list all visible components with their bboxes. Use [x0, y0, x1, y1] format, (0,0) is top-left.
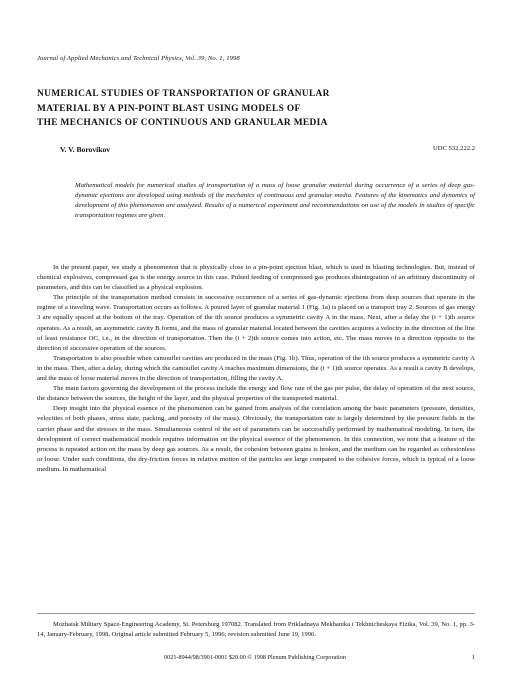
paragraph-1: In the present paper, we study a phenomenon that is physically close to a pin-point ejection blast, which is used in blasting technologies. But, instead of chemical explosives, compressed gas is the energy source in this case. Pulsed feeding of compressed gas produces disintegration of an arbitrary discontinuity of parameters, and this can be classified as a physical explosion. [37, 264, 475, 292]
article-title [37, 87, 477, 131]
title-line-1: NUMERICAL STUDIES OF TRANSPORTATION OF GRANULAR [37, 89, 330, 99]
body-text [37, 263, 475, 475]
copyright-line: 0021-8944/98/3901-0001 $20.00 © 1998 Plenum Publishing Corporation [164, 654, 346, 661]
paragraph-3: Transportation is also possible when camouflet cavities are produced in the mass (Fig. 1b). Thus, operation of the ith source produces a symmetric cavity A in the mass. Then, after a delay, during which the camouflet cavity A reaches maximum dimensions, the (i + 1)th source operates. As a result a cavity B develops, and the mass of loose material moves in the direction of transportation, filling the cavity A. [37, 354, 475, 383]
paragraph-5: Deep insight into the physical essence of the phenomenon can be gained from analysis of the correlation among the basic parameters (pressure, densities, velocities of both phases, stress state, packing, and porosity of the mass). Obviously, the transportation rate is largely determined by the pressure fields in the carrier phase and the stresses in the mass. Simultaneous control of the set of parameters can be successfully performed by mathematical modeling. In turn, the development of correct mathematical models requires information on the physical essence of the phenomenon. In this connection, we note that a feature of the process is repeated action on the mass by deep gas sources. As a result, the cohesion between grains is broken, and the medium can be regarded as cohesionless or loose. Under such conditions, the dry-friction forces in relative motion of the particles are large compared to the cohesive forces, which is typical of a loose medium. In mathematical [37, 405, 475, 473]
affiliation-footnote: Mozhaisk Military Space-Engineering Academy, St. Petersburg 197082. Translated from Prikladnaya Mekhanika i Tekhnicheskaya Fizika, Vol. 39, No. 1, pp. 3-14, January-February, 1998. Original article submitted February 5, 1996; revision submitted June 19, 1996. [37, 621, 475, 638]
udc-code: UDC 532.222.2 [433, 145, 475, 152]
journal-citation: Journal of Applied Mechanics and Technical Physics, Vol. 39, No. 1, 1998 [37, 55, 240, 62]
title-line-3: THE MECHANICS OF CONTINUOUS AND GRANULAR MEDIA [37, 118, 328, 128]
paragraph-2: The principle of the transportation method consists in successive occurrence of a series of gas-dynamic ejections from deep sources that operate in the regime of a traveling wave. Transportation occurs as follows. A poured layer of granular material 1 (Fig. 1a) is placed on a transport tray 2. Sources of gas energy 3 are equally spaced at the bottom of the tray. Operation of the ith source produces a symmetric cavity A in the mass. Next, after a delay the (i + 1)th source operates. As a result, an asymmetric cavity B forms, and the mass of granular material located between the cavities acquires a velocity in the direction of the line of least resistance OC, i.e., in the direction of transportation. Then the (i + 2)th source comes into action, etc. The mass moves in a direction opposite to the direction of successive operation of the sources. [37, 294, 475, 352]
author-name: V. V. Borovikov [60, 145, 111, 154]
title-line-2: MATERIAL BY A PIN-POINT BLAST USING MODELS OF [37, 103, 301, 114]
footnote-divider [37, 613, 475, 614]
paragraph-4: The main factors governing the development of the process include the energy and flow rate of the gas per pulse, the delay of operation of the next source, the distance between the sources, the height of the layer, and the physical properties of the transported material. [37, 385, 475, 403]
abstract: Mathematical models for numerical studies of transportation of a mass of loose granular material during occurrence of a series of deep gas-dynamic ejections are developed using methods of the mechanics of continuous and granular media. Features of the kinematics and dynamics of development of this phenomenon are analyzed. Results of a numerical experiment and recommendations on use of the models in studies of specific transportation regimes are given. [75, 182, 475, 219]
page-number: 1 [471, 654, 475, 661]
